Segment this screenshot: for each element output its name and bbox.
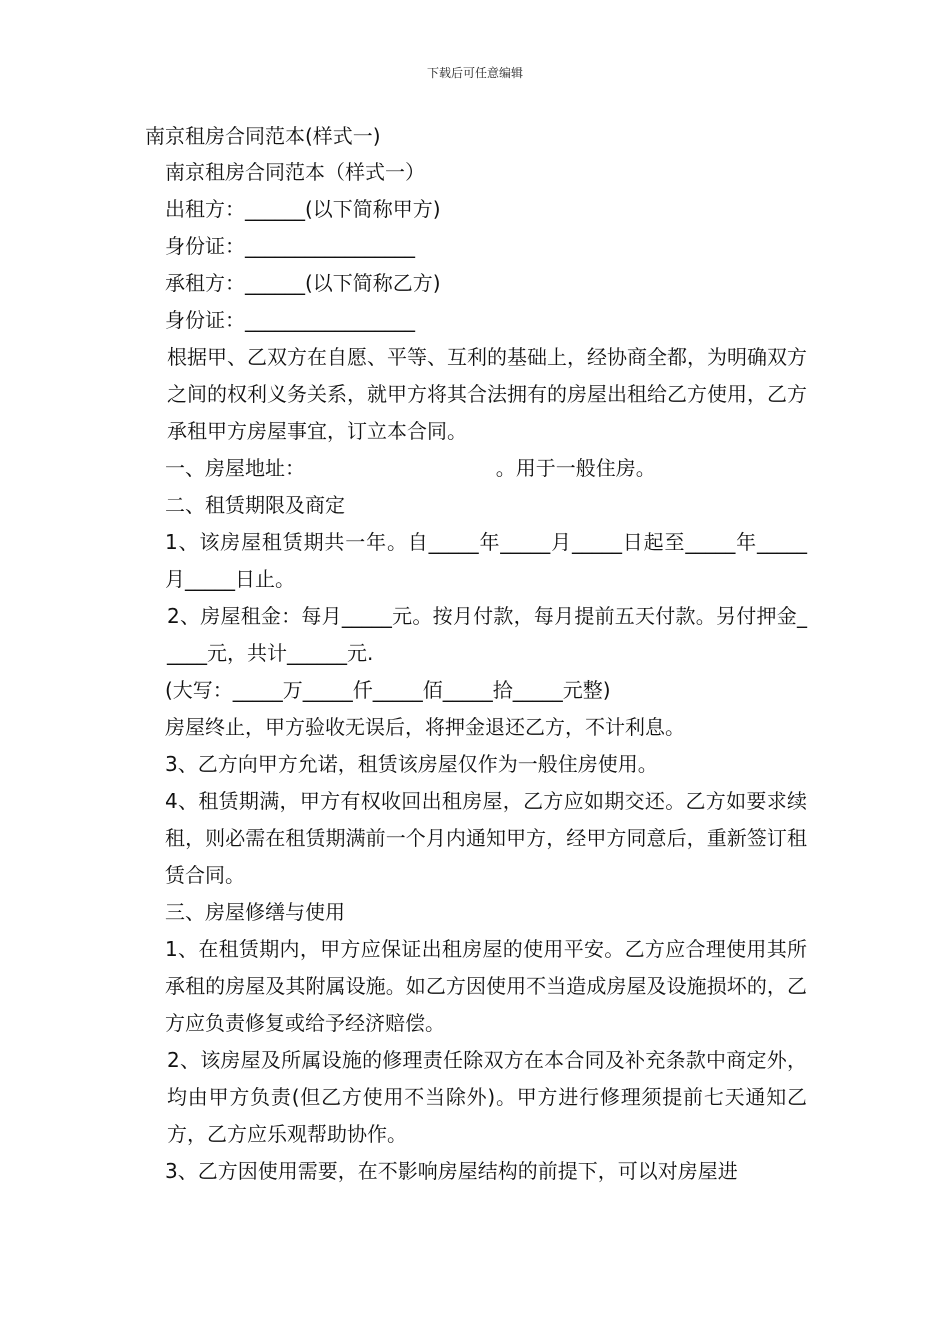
clause-2-1: 1、该房屋租赁期共一年。自_____年_____月_____日起至_____年_____月_____日止。	[165, 530, 807, 591]
clause-2-2: 2、房屋租金：每月_____元。按月付款，每月提前五天付款。另付押金_____元，共计______元.	[167, 604, 807, 665]
clause-2-3: 3、乙方向甲方允诺，租赁该房屋仅作为一般住房使用。	[165, 752, 658, 776]
clause-2-4: 4、租赁期满，甲方有权收回出租房屋，乙方应如期交还。乙方如要求续租，则必需在租赁期满前一个月内通知甲方，经甲方同意后，重新签订租赁合同。	[165, 789, 807, 887]
clause-3-3: 3、乙方因使用需要，在不影响房屋结构的前提下，可以对房屋进	[165, 1159, 738, 1183]
lessor-line: 出租方：______(以下简称甲方)	[165, 197, 441, 221]
section-1-address: 一、房屋地址： 。用于一般住房。	[165, 456, 656, 480]
lessee-line: 承租方：______(以下简称乙方)	[165, 271, 441, 295]
document-body	[145, 118, 807, 1190]
lessor-id-line: 身份证：_________________	[165, 234, 415, 258]
clause-3-1: 1、在租赁期内，甲方应保证出租房屋的使用平安。乙方应合理使用其所承租的房屋及其附属设施。如乙方因使用不当造成房屋及设施损坏的，乙方应负责修复或给予经济赔偿。	[165, 937, 807, 1035]
document-title: 南京租房合同范本(样式一)	[145, 124, 381, 148]
page-header: 下载后可任意编辑	[426, 66, 523, 80]
contract-heading: 南京租房合同范本（样式一）	[165, 160, 425, 184]
section-3-heading: 三、房屋修缮与使用	[165, 900, 345, 924]
preamble-paragraph: 根据甲、乙双方在自愿、平等、互利的基础上，经协商全都，为明确双方之间的权利义务关系，就甲方将其合法拥有的房屋出租给乙方使用，乙方承租甲方房屋事宜，订立本合同。	[167, 345, 807, 443]
clause-2-2-capital: (大写：_____万_____仟_____佰_____拾_____元整)	[165, 678, 611, 702]
section-2-heading: 二、租赁期限及商定	[165, 493, 345, 517]
lessee-id-line: 身份证：_________________	[165, 308, 415, 332]
clause-2-termination: 房屋终止，甲方验收无误后，将押金退还乙方，不计利息。	[165, 715, 685, 739]
clause-3-2: 2、该房屋及所属设施的修理责任除双方在本合同及补充条款中商定外，均由甲方负责(但乙方使用不当除外)。甲方进行修理须提前七天通知乙方，乙方应乐观帮助协作。	[167, 1048, 807, 1146]
